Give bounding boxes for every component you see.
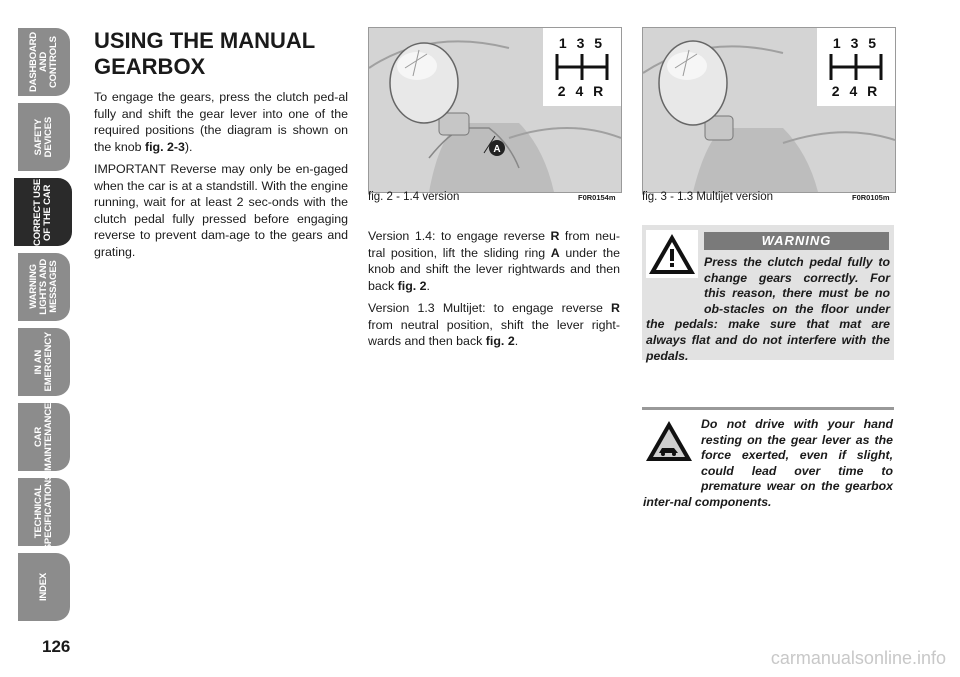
note-text: Do not drive with your hand resting on the gear lever as the force exerted, even if slight, could lead over time to premature wear on the gearbox inter-nal components. xyxy=(643,417,893,509)
intro-column xyxy=(94,89,348,266)
reverse-column xyxy=(368,228,620,356)
figure-3-gear-knob xyxy=(642,27,896,193)
note-divider xyxy=(642,407,894,410)
version-13-paragraph: Version 1.3 Multijet: to engage reverse R from neutral position, shift the lever right-wards and then back fig. 2. xyxy=(368,301,620,348)
figure-2-code: F0R0154m xyxy=(578,193,616,202)
watermark: carmanualsonline.info xyxy=(770,648,946,668)
gear-pattern-bottom: 2 4 R xyxy=(557,83,607,99)
gear-pattern-top: 1 3 5 xyxy=(558,35,606,51)
chapter-sidebar xyxy=(0,0,80,677)
warning-text: Press the clutch pedal fully to change gears correctly. For this reason, there must be no ob-stacles on the floor under the pedals: make sure that mat are always flat and do not interfere with the pedals. xyxy=(646,255,890,363)
tab-correct-use-of-the-car[interactable]: CORRECT USE OF THE CAR xyxy=(14,178,72,246)
tab-in-an-emergency[interactable]: IN AN EMERGENCY xyxy=(18,328,70,396)
warning-box xyxy=(642,225,894,363)
tab-technical-specifications[interactable]: TECHNICAL SPECIFICATIONS xyxy=(18,478,70,546)
gear-pattern-bottom: 2 4 R xyxy=(831,83,881,99)
intro-paragraph: To engage the gears, press the clutch ped-al fully and shift the gear lever into one of the required positions (the diagram is shown on the knob fig. 2-3). xyxy=(94,90,348,154)
figure-3-caption: fig. 3 - 1.3 Multijet version xyxy=(642,191,774,203)
ring-label-a: A xyxy=(493,144,501,155)
warning-banner: WARNING xyxy=(704,232,889,250)
tab-safety-devices[interactable]: SAFETY DEVICES xyxy=(18,103,70,171)
tab-index[interactable]: INDEX xyxy=(18,553,70,621)
figure-3-code: F0R0105m xyxy=(852,193,890,202)
important-paragraph: IMPORTANT Reverse may only be en-gaged when the car is at a standstill. With the engine running, wait for at least 2 sec-onds with the clutch pedal fully pressed before engaging reverse to prevent dam-age to the gears and grating. xyxy=(94,162,348,259)
version-14-paragraph: Version 1.4: to engage reverse R from neu-tral position, lift the sliding ring A under the knob and shift the lever rightwards and then back fig. 2. xyxy=(368,229,620,293)
figure-2-caption: fig. 2 - 1.4 version xyxy=(368,191,460,203)
page-title: USING THE MANUAL GEARBOX xyxy=(94,28,315,79)
gear-pattern-top: 1 3 5 xyxy=(832,35,880,51)
figure-2-gear-knob xyxy=(368,27,622,193)
tab-dashboard-and-controls[interactable]: DASHBOARD AND CONTROLS xyxy=(18,28,70,96)
tab-car-maintenance[interactable]: CAR MAINTENANCE xyxy=(18,403,70,471)
page-number: 126 xyxy=(42,637,71,656)
tab-warning-lights-and-messages[interactable]: WARNING LIGHTS AND MESSAGES xyxy=(18,253,70,321)
